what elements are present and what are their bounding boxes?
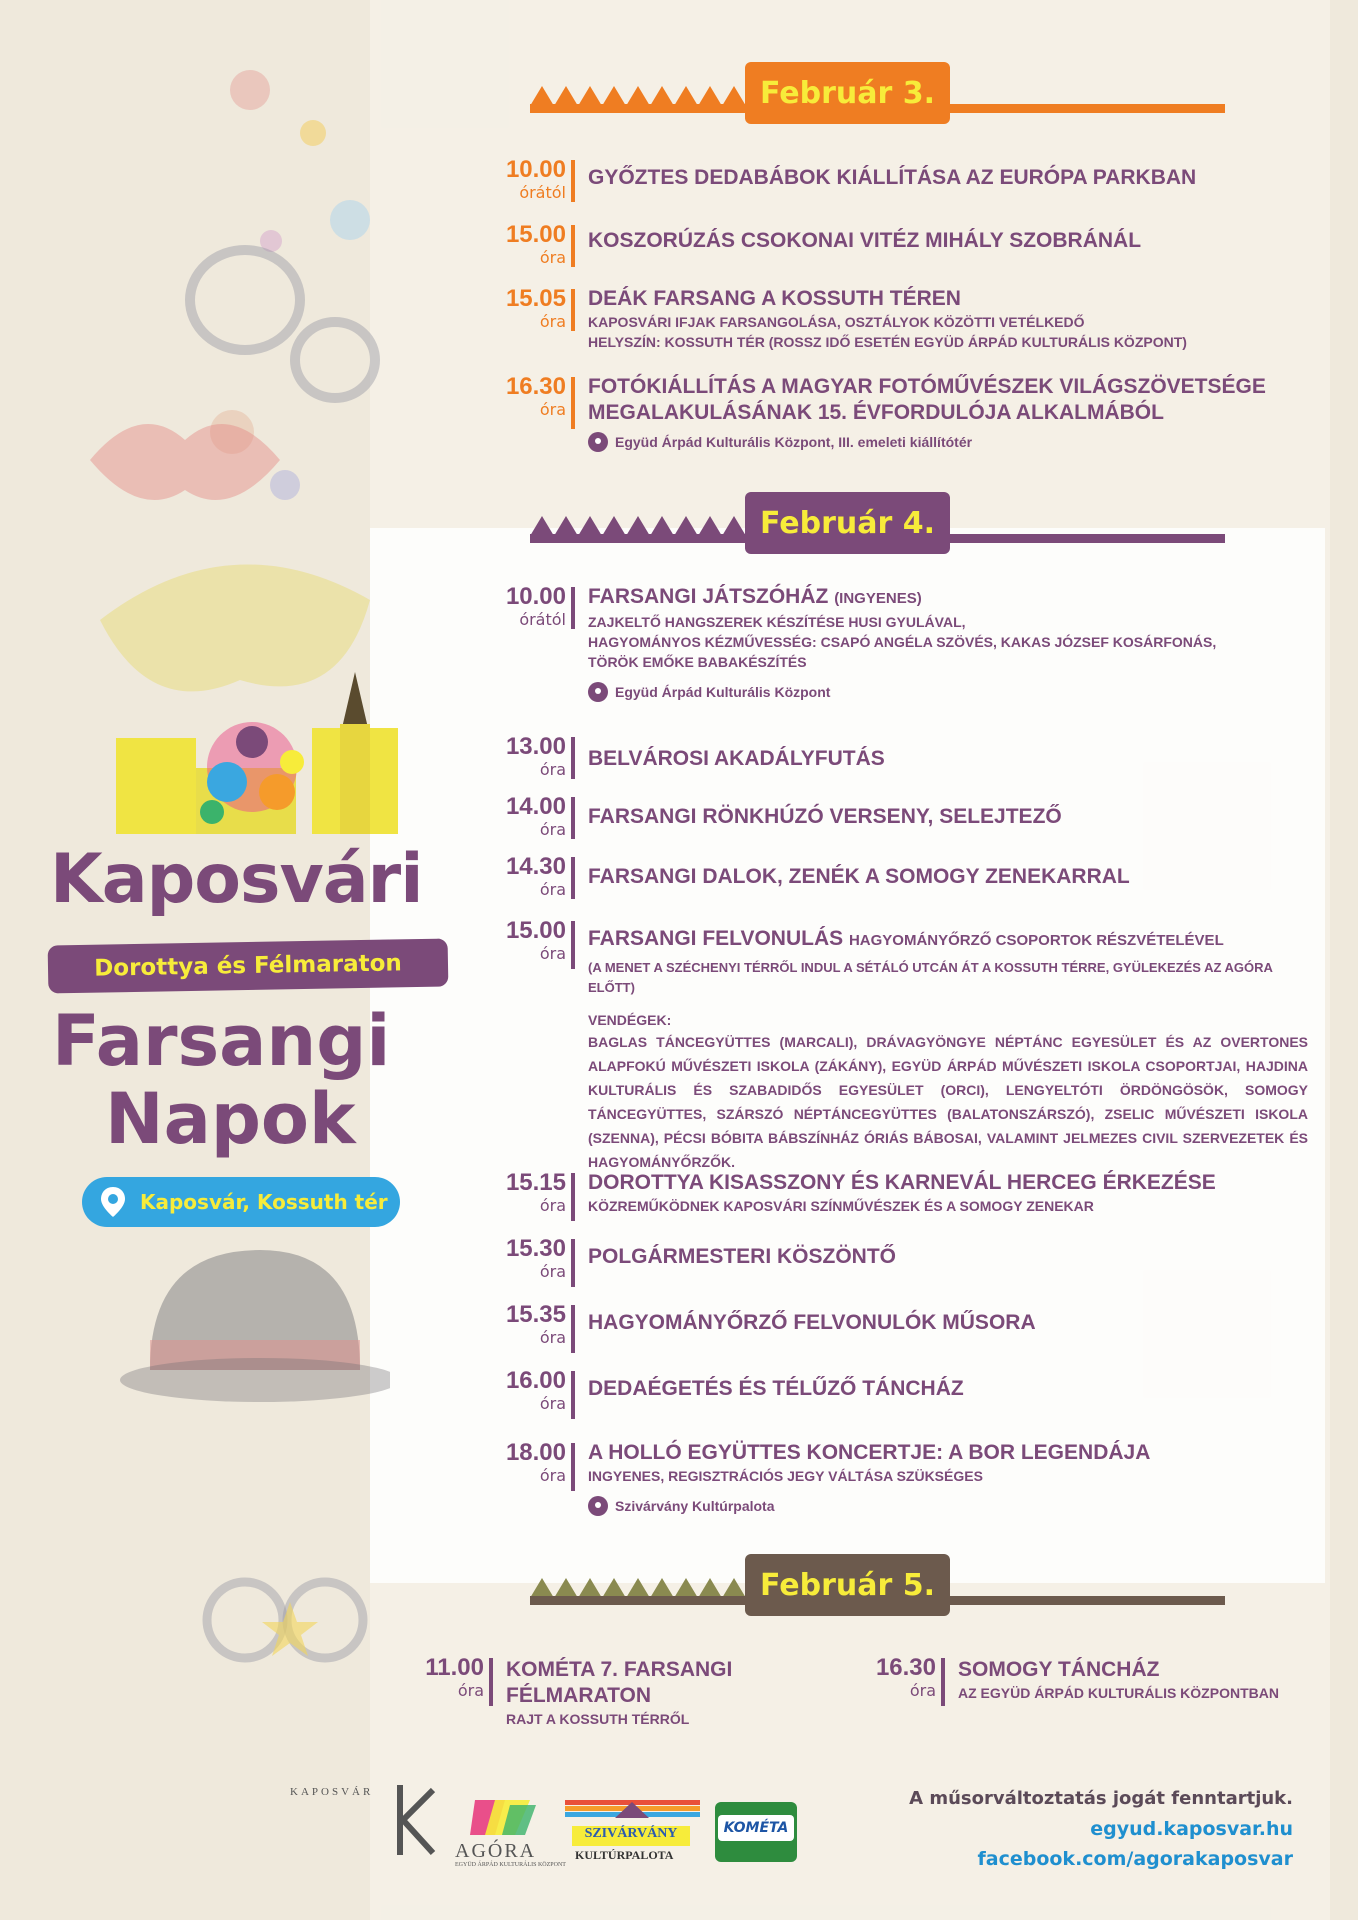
date-header-feb4 [530, 506, 1225, 546]
event-detail: KÖZREMŰKÖDNEK KAPOSVÁRI SZÍNMŰVÉSZEK ÉS A SOMOGY ZENEKAR [588, 1198, 1094, 1214]
event-location: Együd Árpád Kulturális Központ [588, 682, 1308, 702]
glasses-icon [185, 240, 385, 420]
event-title: FARSANGI FELVONULÁS HAGYOMÁNYŐRZŐ CSOPORTOK RÉSZVÉTELÉVEL [588, 927, 1224, 950]
agora-logo-icon [470, 1795, 536, 1840]
event-time: 10.00 órától [505, 156, 566, 202]
star-icon [260, 1600, 320, 1660]
disclaimer-text: A műsorváltoztatás jogát fenntartjuk. [909, 1788, 1293, 1809]
event-time: 14.30 óra [505, 853, 566, 899]
facebook-link[interactable]: facebook.com/agorakaposvar [977, 1848, 1293, 1870]
szivarvany-logo-sub: KULTÚRPALOTA [575, 1848, 674, 1862]
event-location: Szivárvány Kultúrpalota [588, 1496, 1308, 1516]
brand-title-kaposvari: Kaposvári [50, 840, 423, 919]
event-detail: AZ EGYÜD ÁRPÁD KULTURÁLIS KÖZPONTBAN [958, 1685, 1279, 1701]
event-time: 16.30 óra [505, 373, 566, 419]
brand-title-napok: Napok [105, 1078, 356, 1160]
event-detail: ZAJKELTŐ HANGSZEREK KÉSZÍTÉSE HUSI GYULÁVAL, [588, 614, 966, 630]
event-time: 15.30 óra [505, 1235, 566, 1281]
event-title: FOTÓKIÁLLÍTÁS A MAGYAR FOTÓMŰVÉSZEK VILÁGSZÖVETSÉGE MEGALAKULÁSÁNAK 15. ÉVFORDULÓJA ALKALMÁBÓL [588, 375, 1266, 424]
event-title: SOMOGY TÁNCHÁZ [958, 1658, 1160, 1681]
brand-subtitle-badge: Dorottya és Félmaraton [48, 939, 449, 994]
agora-logo-text: AGÓRA [455, 1840, 537, 1862]
szivarvany-logo-icon [565, 1800, 700, 1826]
event-time: 15.35 óra [505, 1301, 566, 1347]
event-time: 16.00 óra [505, 1367, 566, 1413]
lips-icon [80, 400, 290, 520]
event-time: 13.00 óra [505, 733, 566, 779]
date-header-feb3 [530, 76, 1225, 116]
brand-location-text: Kaposvár, Kossuth tér [140, 1190, 388, 1214]
szivarvany-logo-text: SZIVÁRVÁNY [572, 1826, 690, 1846]
date-badge: Február 4. [745, 492, 950, 554]
date-badge: Február 5. [745, 1554, 950, 1616]
event-title: GYŐZTES DEDABÁBOK KIÁLLÍTÁSA AZ EURÓPA PARKBAN [588, 166, 1197, 189]
event-title: FARSANGI JÁTSZÓHÁZ (INGYENES) [588, 585, 922, 608]
event-title: POLGÁRMESTERI KÖSZÖNTŐ [588, 1245, 897, 1268]
guests-list: BAGLAS TÁNCEGYÜTTES (MARCALI), DRÁVAGYÖNGYE NÉPTÁNC EGYESÜLET ÉS AZ OVERTONES ALAPFOKÚ MŰVÉSZETI ISKOLA (ZÁKÁNY), EGYÜD ÁRPÁD MŰVÉSZETI ISKOLA CSOPORTJAI, HAJDINA KULTURÁLIS ÉS SZABADIDŐS EGYESÜLET (ORCI), LENGYELTÓTI ÖRDÖNGÖSÖK, SOMOGY TÁNCEGYÜTTES, SZÁRSZÓ NÉPTÁNCEGYÜTTES (BALATONSZÁRSZÓ), ZSELIC MŰVÉSZETI ISKOLA (SZENNA), PÉCSI BÓBITA BÁBSZÍNHÁZ ÓRIÁS BÁBOSAI, VALAMINT JELMEZES CIVIL SZERVEZETEK ÉS HAGYOMÁNYŐRZŐK. [588, 1034, 1308, 1170]
hat-icon [110, 1230, 390, 1460]
event-time: 15.15 óra [505, 1169, 566, 1215]
event-title: BELVÁROSI AKADÁLYFUTÁS [588, 747, 885, 770]
event-title: KOSZORÚZÁS CSOKONAI VITÉZ MIHÁLY SZOBRÁNÁL [588, 229, 1142, 252]
event-title: A HOLLÓ EGYÜTTES KONCERTJE: A BOR LEGENDÁJA [588, 1441, 1151, 1464]
event-time: 18.00 óra [505, 1439, 566, 1485]
event-time: 11.00 óra [425, 1654, 484, 1700]
event-title: DOROTTYA KISASSZONY ÉS KARNEVÁL HERCEG ÉRKEZÉSE [588, 1171, 1216, 1194]
event-title: FARSANGI RÖNKHÚZÓ VERSENY, SELEJTEZŐ [588, 805, 1062, 828]
event-time: 10.00 órától [505, 583, 566, 629]
event-title: DEÁK FARSANG A KOSSUTH TÉREN [588, 287, 961, 310]
brand-title-farsangi: Farsangi [52, 1000, 391, 1082]
event-time: 15.05 óra [505, 285, 566, 331]
kometa-logo-text: KOMÉTA [718, 1815, 794, 1841]
event-time: 16.30 óra [875, 1654, 936, 1700]
guests-label: VENDÉGEK: [588, 1012, 672, 1028]
brand-location-badge [82, 1177, 400, 1227]
location-pin-icon [588, 682, 608, 702]
zigzag-decoration [530, 514, 770, 536]
zigzag-decoration [530, 1576, 770, 1598]
event-title: DEDAÉGETÉS ÉS TÉLŰZŐ TÁNCHÁZ [588, 1377, 964, 1400]
event-detail: TÖRÖK EMŐKE BABAKÉSZÍTÉS [588, 654, 807, 670]
event-title: KOMÉTA 7. FARSANGI FÉLMARATON [506, 1658, 733, 1707]
map-pin-icon [100, 1187, 126, 1217]
event-detail: INGYENES, REGISZTRÁCIÓS JEGY VÁLTÁSA SZÜKSÉGES [588, 1468, 983, 1484]
event-detail: KAPOSVÁRI IFJAK FARSANGOLÁSA, OSZTÁLYOK KÖZÖTTI VETÉLKEDŐ [588, 314, 1085, 330]
event-time: 14.00 óra [505, 793, 566, 839]
kaposvar-crest-icon [385, 1775, 445, 1865]
zigzag-decoration [530, 84, 770, 106]
location-pin-icon [588, 432, 608, 452]
event-detail: HAGYOMÁNYOS KÉZMŰVESSÉG: CSAPÓ ANGÉLA SZÖVÉS, KAKAS JÓZSEF KOSÁRFONÁS, [588, 634, 1217, 650]
kaposvar-logo-text: KAPOSVÁR [290, 1786, 374, 1798]
date-header-feb5 [530, 1568, 1225, 1608]
location-pin-icon [588, 1496, 608, 1516]
event-title: FARSANGI DALOK, ZENÉK A SOMOGY ZENEKARRAL [588, 865, 1130, 888]
event-detail: HELYSZÍN: KOSSUTH TÉR (ROSSZ IDŐ ESETÉN EGYÜD ÁRPÁD KULTURÁLIS KÖZPONT) [588, 334, 1187, 350]
event-title: HAGYOMÁNYŐRZŐ FELVONULÓK MŰSORA [588, 1311, 1036, 1334]
date-badge: Február 3. [745, 62, 950, 124]
event-detail: RAJT A KOSSUTH TÉRRŐL [506, 1711, 690, 1727]
event-detail: (A MENET A SZÉCHENYI TÉRRŐL INDUL A SÉTÁLÓ UTCÁN ÁT A KOSSUTH TÉRRE, GYÜLEKEZÉS AZ AGÓRA ELŐTT) [588, 960, 1273, 995]
event-location: Együd Árpád Kulturális Központ, III. emeleti kiállítótér [588, 432, 1308, 452]
website-link[interactable]: egyud.kaposvar.hu [1090, 1818, 1293, 1840]
agora-logo-sub: EGYÜD ÁRPÁD KULTURÁLIS KÖZPONT [455, 1862, 566, 1868]
event-time: 15.00 óra [505, 221, 566, 267]
event-time: 15.00 óra [505, 917, 566, 963]
town-illustration [112, 672, 402, 842]
